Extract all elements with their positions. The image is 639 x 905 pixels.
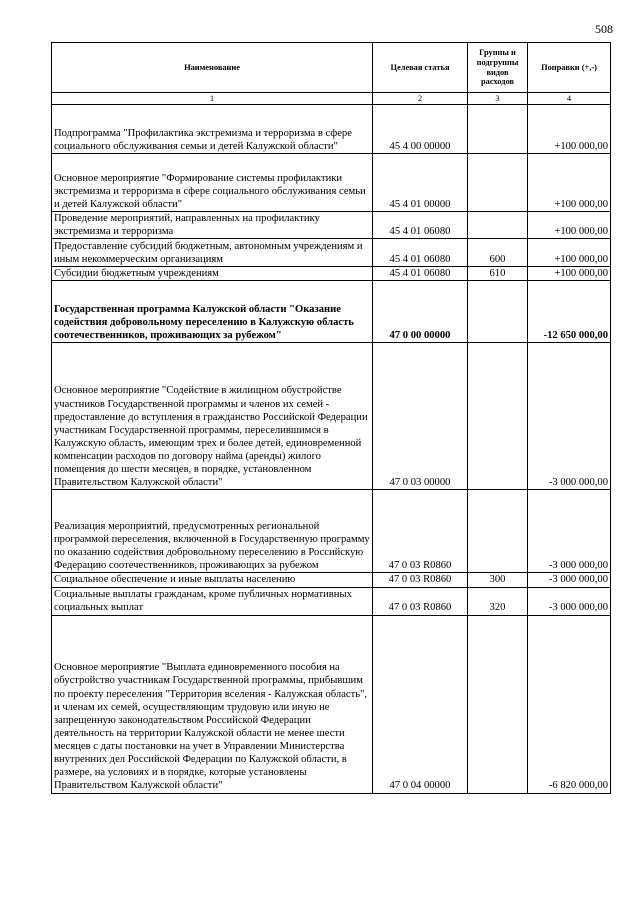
row-group: 300 bbox=[468, 573, 528, 587]
row-code: 45 4 01 06080 bbox=[373, 267, 468, 281]
row-group bbox=[468, 343, 528, 490]
row-name: Социальные выплаты гражданам, кроме публичных нормативных социальных выплат bbox=[52, 587, 373, 615]
table-row bbox=[52, 615, 611, 793]
budget-table bbox=[51, 42, 611, 794]
row-name: Основное мероприятие "Выплата единовременного пособия на обустройство участникам Государственной программы, прибывшим по проекту переселения "Территория вселения - Калужская область", и членам их семей, осуществляющим трудовую или иную не запрещенную законодательством Российской Федерации деятельность на территории Калужской области не менее шести месяцев с даты постановки на учет в Управлении Министерства внутренних дел Российской Федерации по Калужской области, в размере, на условиях и в порядке, которые установлены Правительством Калужской области" bbox=[52, 615, 373, 793]
column-number: 2 bbox=[373, 93, 468, 105]
table-row bbox=[52, 239, 611, 267]
row-code: 47 0 04 00000 bbox=[373, 615, 468, 793]
row-name: Предоставление субсидий бюджетным, автономным учреждениям и иным некоммерческим организациям bbox=[52, 239, 373, 267]
row-name: Реализация мероприятий, предусмотренных региональной программой переселения, включенной в Государственную программу по оказанию содействия добровольному переселению в Российскую Федерацию соотечественников, проживающих за рубежом bbox=[52, 490, 373, 573]
header-name: Наименование bbox=[52, 43, 373, 93]
column-number: 3 bbox=[468, 93, 528, 105]
row-group: 320 bbox=[468, 587, 528, 615]
row-group bbox=[468, 154, 528, 212]
table-row bbox=[52, 105, 611, 154]
table-header-row bbox=[52, 43, 611, 93]
row-code: 47 0 03 R0860 bbox=[373, 490, 468, 573]
row-code: 45 4 01 06080 bbox=[373, 239, 468, 267]
row-group bbox=[468, 212, 528, 239]
row-group bbox=[468, 490, 528, 573]
row-name: Подпрограмма "Профилактика экстремизма и терроризма в сфере социального обслуживания семьи и детей Калужской области" bbox=[52, 105, 373, 154]
row-group bbox=[468, 615, 528, 793]
table-row bbox=[52, 587, 611, 615]
table-row bbox=[52, 343, 611, 490]
row-amount: -3 000 000,00 bbox=[528, 587, 611, 615]
row-name: Социальное обеспечение и иные выплаты населению bbox=[52, 573, 373, 587]
header-target-article: Целевая статья bbox=[373, 43, 468, 93]
row-amount: +100 000,00 bbox=[528, 105, 611, 154]
row-code: 47 0 03 00000 bbox=[373, 343, 468, 490]
row-amount: -6 820 000,00 bbox=[528, 615, 611, 793]
table-row bbox=[52, 490, 611, 573]
row-code: 47 0 00 00000 bbox=[373, 281, 468, 343]
table-row bbox=[52, 573, 611, 587]
row-group bbox=[468, 105, 528, 154]
row-name: Субсидии бюджетным учреждениям bbox=[52, 267, 373, 281]
row-name: Основное мероприятие "Формирование системы профилактики экстремизма и терроризма в сфере социального обслуживания семьи и детей Калужской области" bbox=[52, 154, 373, 212]
row-amount: -3 000 000,00 bbox=[528, 490, 611, 573]
row-amount: +100 000,00 bbox=[528, 212, 611, 239]
row-group: 600 bbox=[468, 239, 528, 267]
row-amount: -3 000 000,00 bbox=[528, 573, 611, 587]
row-amount: +100 000,00 bbox=[528, 267, 611, 281]
table-row bbox=[52, 154, 611, 212]
row-amount: +100 000,00 bbox=[528, 239, 611, 267]
row-code: 47 0 03 R0860 bbox=[373, 573, 468, 587]
row-code: 45 4 01 06080 bbox=[373, 212, 468, 239]
column-number-row bbox=[52, 93, 611, 105]
row-group bbox=[468, 281, 528, 343]
column-number: 1 bbox=[52, 93, 373, 105]
row-amount: -12 650 000,00 bbox=[528, 281, 611, 343]
page-number: 508 bbox=[595, 22, 613, 36]
row-amount: -3 000 000,00 bbox=[528, 343, 611, 490]
table-row bbox=[52, 267, 611, 281]
row-code: 45 4 01 00000 bbox=[373, 154, 468, 212]
row-name: Проведение мероприятий, направленных на профилактику экстремизма и терроризма bbox=[52, 212, 373, 239]
row-group: 610 bbox=[468, 267, 528, 281]
table-row bbox=[52, 281, 611, 343]
table-row bbox=[52, 212, 611, 239]
row-amount: +100 000,00 bbox=[528, 154, 611, 212]
row-name: Государственная программа Калужской области "Оказание содействия добровольному переселению в Калужскую область соотечественников, проживающих за рубежом" bbox=[52, 281, 373, 343]
column-number: 4 bbox=[528, 93, 611, 105]
header-amendments: Поправки (+,-) bbox=[528, 43, 611, 93]
row-name: Основное мероприятие "Содействие в жилищном обустройстве участников Государственной программы и членов их семей - предоставление до вступления в гражданство Российской Федерации участникам Государственной программы, переселившимся в Калужскую область, имеющим трех и более детей, единовременной компенсации расходов по договору найма (аренды) жилого помещения до шести месяцев, в порядке, установленном Правительством Калужской области" bbox=[52, 343, 373, 490]
header-expense-groups: Группы и подгруппы видов расходов bbox=[468, 43, 528, 93]
row-code: 47 0 03 R0860 bbox=[373, 587, 468, 615]
row-code: 45 4 00 00000 bbox=[373, 105, 468, 154]
